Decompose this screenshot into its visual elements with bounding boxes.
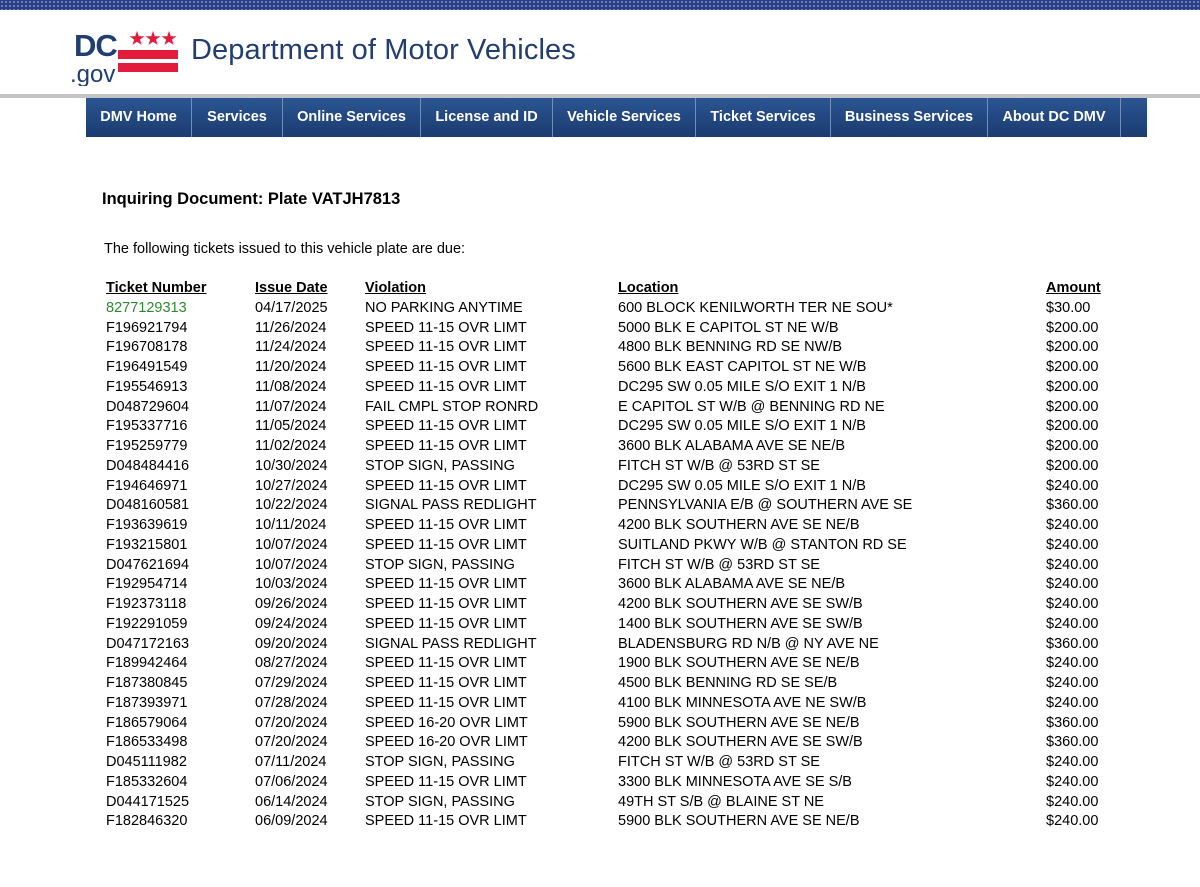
table-header-row <box>105 279 1115 299</box>
amount: $240.00 <box>1046 556 1099 573</box>
svg-text:.gov: .gov <box>70 61 116 86</box>
violation: SPEED 11-15 OVR LIMT <box>365 339 527 356</box>
issue-date: 11/24/2024 <box>255 339 327 356</box>
violation: SPEED 11-15 OVR LIMT <box>365 675 527 691</box>
ticket-number: F196921794 <box>106 319 188 336</box>
amount: $240.00 <box>1046 536 1099 553</box>
nav-ticket-services[interactable]: Ticket Services <box>696 98 831 137</box>
violation: SPEED 11-15 OVR LIMT <box>365 655 527 672</box>
issue-date: 06/14/2024 <box>255 793 328 810</box>
issue-date: 09/24/2024 <box>255 615 328 632</box>
table-row <box>105 773 1115 793</box>
location: 49TH ST S/B @ BLAINE ST NE <box>618 793 824 810</box>
table-row <box>105 556 1115 576</box>
table-row <box>105 378 1115 398</box>
violation: SPEED 16-20 OVR LIMT <box>365 714 528 731</box>
site-header <box>0 10 1200 96</box>
issue-date: 11/20/2024 <box>255 359 327 375</box>
amount: $360.00 <box>1046 497 1099 514</box>
ticket-number: D048729604 <box>106 398 190 415</box>
ticket-number-link[interactable]: 8277129313 <box>106 299 187 316</box>
location: PENNSYLVANIA E/B @ SOUTHERN AVE SE <box>618 497 913 514</box>
amount: $200.00 <box>1046 378 1099 395</box>
amount: $240.00 <box>1046 477 1099 494</box>
location: FITCH ST W/B @ 53RD ST SE <box>618 754 820 770</box>
amount: $200.00 <box>1046 398 1099 415</box>
table-row <box>105 457 1115 477</box>
ticket-number: F185332604 <box>106 773 188 790</box>
intro-text: The following tickets issued to this vehicle plate are due: <box>104 241 466 257</box>
ticket-number: F196491549 <box>106 359 188 375</box>
ticket-number: F193639619 <box>106 517 188 533</box>
location: 1900 BLK SOUTHERN AVE SE NE/B <box>618 655 860 672</box>
table-row <box>105 536 1115 556</box>
issue-date: 07/29/2024 <box>255 675 328 691</box>
amount: $200.00 <box>1046 457 1099 474</box>
violation: STOP SIGN, PASSING <box>365 556 515 573</box>
location: 3600 BLK ALABAMA AVE SE NE/B <box>618 438 846 454</box>
nav-about-dc-dmv[interactable]: About DC DMV <box>988 98 1121 137</box>
violation: SPEED 11-15 OVR LIMT <box>365 536 527 553</box>
location: DC295 SW 0.05 MILE S/O EXIT 1 N/B <box>618 378 866 395</box>
ticket-number: F187393971 <box>106 694 188 711</box>
nav-vehicle-services[interactable]: Vehicle Services <box>553 98 696 137</box>
violation: SPEED 11-15 OVR LIMT <box>365 615 527 632</box>
column-header-violation: Violation <box>365 280 426 296</box>
violation: SPEED 11-15 OVR LIMT <box>365 773 527 790</box>
location: 5900 BLK SOUTHERN AVE SE NE/B <box>618 714 860 731</box>
ticket-number: F186533498 <box>106 734 188 751</box>
amount: $360.00 <box>1046 734 1099 751</box>
ticket-number: F195259779 <box>106 438 188 454</box>
amount: $240.00 <box>1046 655 1099 672</box>
location: DC295 SW 0.05 MILE S/O EXIT 1 N/B <box>618 477 866 494</box>
amount: $240.00 <box>1046 615 1099 632</box>
location: FITCH ST W/B @ 53RD ST SE <box>618 556 820 573</box>
location: 4200 BLK SOUTHERN AVE SE SW/B <box>618 734 863 751</box>
amount: $360.00 <box>1046 714 1099 731</box>
amount: $240.00 <box>1046 596 1099 612</box>
ticket-number: F189942464 <box>106 655 188 672</box>
issue-date: 11/26/2024 <box>255 319 327 336</box>
violation: SPEED 11-15 OVR LIMT <box>365 517 527 533</box>
table-row <box>105 516 1115 536</box>
issue-date: 11/08/2024 <box>255 378 327 395</box>
location: 3600 BLK ALABAMA AVE SE NE/B <box>618 576 846 593</box>
column-header-location: Location <box>618 280 679 296</box>
ticket-number: F192291059 <box>106 615 188 632</box>
issue-date: 10/30/2024 <box>255 457 328 474</box>
table-row <box>105 714 1115 734</box>
column-header-issue-date: Issue Date <box>255 280 328 296</box>
tickets-table <box>105 279 1115 832</box>
table-row <box>105 674 1115 694</box>
ticket-number: D045111982 <box>106 754 187 770</box>
issue-date: 06/09/2024 <box>255 813 328 830</box>
ticket-number: F193215801 <box>106 536 188 553</box>
ticket-number: F194646971 <box>106 477 188 494</box>
issue-date: 08/27/2024 <box>255 655 328 672</box>
column-header-ticket-number: Ticket Number <box>106 280 207 296</box>
table-row <box>105 496 1115 516</box>
table-row <box>105 575 1115 595</box>
table-row <box>105 398 1115 418</box>
issue-date: 10/22/2024 <box>255 497 328 514</box>
violation: SPEED 11-15 OVR LIMT <box>365 694 527 711</box>
amount: $240.00 <box>1046 793 1099 810</box>
ticket-number: F182846320 <box>106 813 188 830</box>
issue-date: 11/05/2024 <box>255 418 327 435</box>
location: FITCH ST W/B @ 53RD ST SE <box>618 457 820 474</box>
location: SUITLAND PKWY W/B @ STANTON RD SE <box>618 536 907 553</box>
violation: SPEED 11-15 OVR LIMT <box>365 477 527 494</box>
location: 4200 BLK SOUTHERN AVE SE SW/B <box>618 596 863 612</box>
violation: SPEED 11-15 OVR LIMT <box>365 359 527 375</box>
svg-text:DC: DC <box>74 28 117 63</box>
issue-date: 10/07/2024 <box>255 536 328 553</box>
amount: $200.00 <box>1046 359 1099 375</box>
main-nav <box>86 98 1147 137</box>
ticket-number: D048160581 <box>106 497 190 514</box>
nav-license-and-id[interactable]: License and ID <box>421 98 553 137</box>
location: 5900 BLK SOUTHERN AVE SE NE/B <box>618 813 860 830</box>
amount: $200.00 <box>1046 438 1099 454</box>
amount: $240.00 <box>1046 813 1099 830</box>
violation: SIGNAL PASS REDLIGHT <box>365 497 537 514</box>
ticket-number: F192373118 <box>106 596 187 612</box>
ticket-number: D048484416 <box>106 457 190 474</box>
dc-gov-logo[interactable] <box>70 26 180 86</box>
violation: SPEED 11-15 OVR LIMT <box>365 319 527 336</box>
issue-date: 10/07/2024 <box>255 556 328 573</box>
violation: SPEED 11-15 OVR LIMT <box>365 418 527 435</box>
violation: STOP SIGN, PASSING <box>365 754 515 770</box>
violation: SPEED 16-20 OVR LIMT <box>365 734 528 751</box>
location: 1400 BLK SOUTHERN AVE SE SW/B <box>618 615 863 632</box>
table-row <box>105 437 1115 457</box>
table-row <box>105 417 1115 437</box>
table-row <box>105 477 1115 497</box>
table-row <box>105 338 1115 358</box>
ticket-number: F195337716 <box>106 418 188 435</box>
issue-date: 07/20/2024 <box>255 714 328 731</box>
amount: $240.00 <box>1046 576 1099 593</box>
table-row <box>105 733 1115 753</box>
nav-dmv-home[interactable]: DMV Home <box>86 98 192 137</box>
violation: STOP SIGN, PASSING <box>365 457 515 474</box>
location: 4100 BLK MINNESOTA AVE NE SW/B <box>618 694 867 711</box>
amount: $200.00 <box>1046 339 1099 356</box>
issue-date: 04/17/2025 <box>255 299 328 316</box>
issue-date: 10/11/2024 <box>255 517 327 533</box>
location: 5000 BLK E CAPITOL ST NE W/B <box>618 319 839 336</box>
table-row <box>105 615 1115 635</box>
ticket-number: F186579064 <box>106 714 188 731</box>
issue-date: 07/28/2024 <box>255 694 328 711</box>
location: 4500 BLK BENNING RD SE SE/B <box>618 675 838 691</box>
column-header-amount: Amount <box>1046 280 1101 296</box>
nav-online-services[interactable]: Online Services <box>283 98 421 137</box>
nav-services[interactable]: Services <box>192 98 283 137</box>
ticket-number: D047621694 <box>106 556 190 573</box>
ticket-number: F192954714 <box>106 576 188 593</box>
table-row <box>105 694 1115 714</box>
ticket-number: F187380845 <box>106 675 188 691</box>
issue-date: 10/03/2024 <box>255 576 328 593</box>
violation: SPEED 11-15 OVR LIMT <box>365 813 527 830</box>
location: 3300 BLK MINNESOTA AVE SE S/B <box>618 773 852 790</box>
amount: $200.00 <box>1046 319 1099 336</box>
table-row <box>105 319 1115 339</box>
table-row <box>105 812 1115 832</box>
amount: $240.00 <box>1046 517 1099 533</box>
ticket-rows <box>105 299 1115 832</box>
violation: SPEED 11-15 OVR LIMT <box>365 438 527 454</box>
violation: SPEED 11-15 OVR LIMT <box>365 576 527 593</box>
table-row <box>105 793 1115 813</box>
issue-date: 09/26/2024 <box>255 596 328 612</box>
violation: SIGNAL PASS REDLIGHT <box>365 635 537 652</box>
location: 600 BLOCK KENILWORTH TER NE SOU* <box>618 299 893 316</box>
issue-date: 09/20/2024 <box>255 635 328 652</box>
top-decorative-strip <box>0 0 1200 10</box>
location: 5600 BLK EAST CAPITOL ST NE W/B <box>618 359 867 375</box>
table-row <box>105 595 1115 615</box>
location: 4200 BLK SOUTHERN AVE SE NE/B <box>618 517 860 533</box>
nav-business-services[interactable]: Business Services <box>831 98 988 137</box>
table-row <box>105 635 1115 655</box>
issue-date: 10/27/2024 <box>255 477 328 494</box>
table-row <box>105 753 1115 773</box>
ticket-number: F195546913 <box>106 378 188 395</box>
violation: SPEED 11-15 OVR LIMT <box>365 378 527 395</box>
amount: $360.00 <box>1046 635 1099 652</box>
amount: $240.00 <box>1046 694 1099 711</box>
page-title: Inquiring Document: Plate VATJH7813 <box>102 190 401 208</box>
table-row <box>105 299 1115 319</box>
site-title: Department of Motor Vehicles <box>191 34 576 66</box>
violation: STOP SIGN, PASSING <box>365 793 515 810</box>
violation: FAIL CMPL STOP RONRD <box>365 398 539 415</box>
issue-date: 11/02/2024 <box>255 438 327 454</box>
violation: NO PARKING ANYTIME <box>365 299 523 316</box>
amount: $240.00 <box>1046 675 1099 691</box>
issue-date: 11/07/2024 <box>255 398 327 415</box>
issue-date: 07/06/2024 <box>255 773 328 790</box>
issue-date: 07/20/2024 <box>255 734 328 751</box>
table-row <box>105 358 1115 378</box>
issue-date: 07/11/2024 <box>255 754 327 770</box>
location: BLADENSBURG RD N/B @ NY AVE NE <box>618 635 879 652</box>
amount: $240.00 <box>1046 773 1099 790</box>
location: E CAPITOL ST W/B @ BENNING RD NE <box>618 398 885 415</box>
ticket-number: D047172163 <box>106 635 190 652</box>
amount: $240.00 <box>1046 754 1099 770</box>
amount: $30.00 <box>1046 299 1091 316</box>
amount: $200.00 <box>1046 418 1099 435</box>
location: 4800 BLK BENNING RD SE NW/B <box>618 339 843 356</box>
ticket-number: D044171525 <box>106 793 190 810</box>
location: DC295 SW 0.05 MILE S/O EXIT 1 N/B <box>618 418 866 435</box>
ticket-number: F196708178 <box>106 339 188 356</box>
table-row <box>105 654 1115 674</box>
violation: SPEED 11-15 OVR LIMT <box>365 596 527 612</box>
